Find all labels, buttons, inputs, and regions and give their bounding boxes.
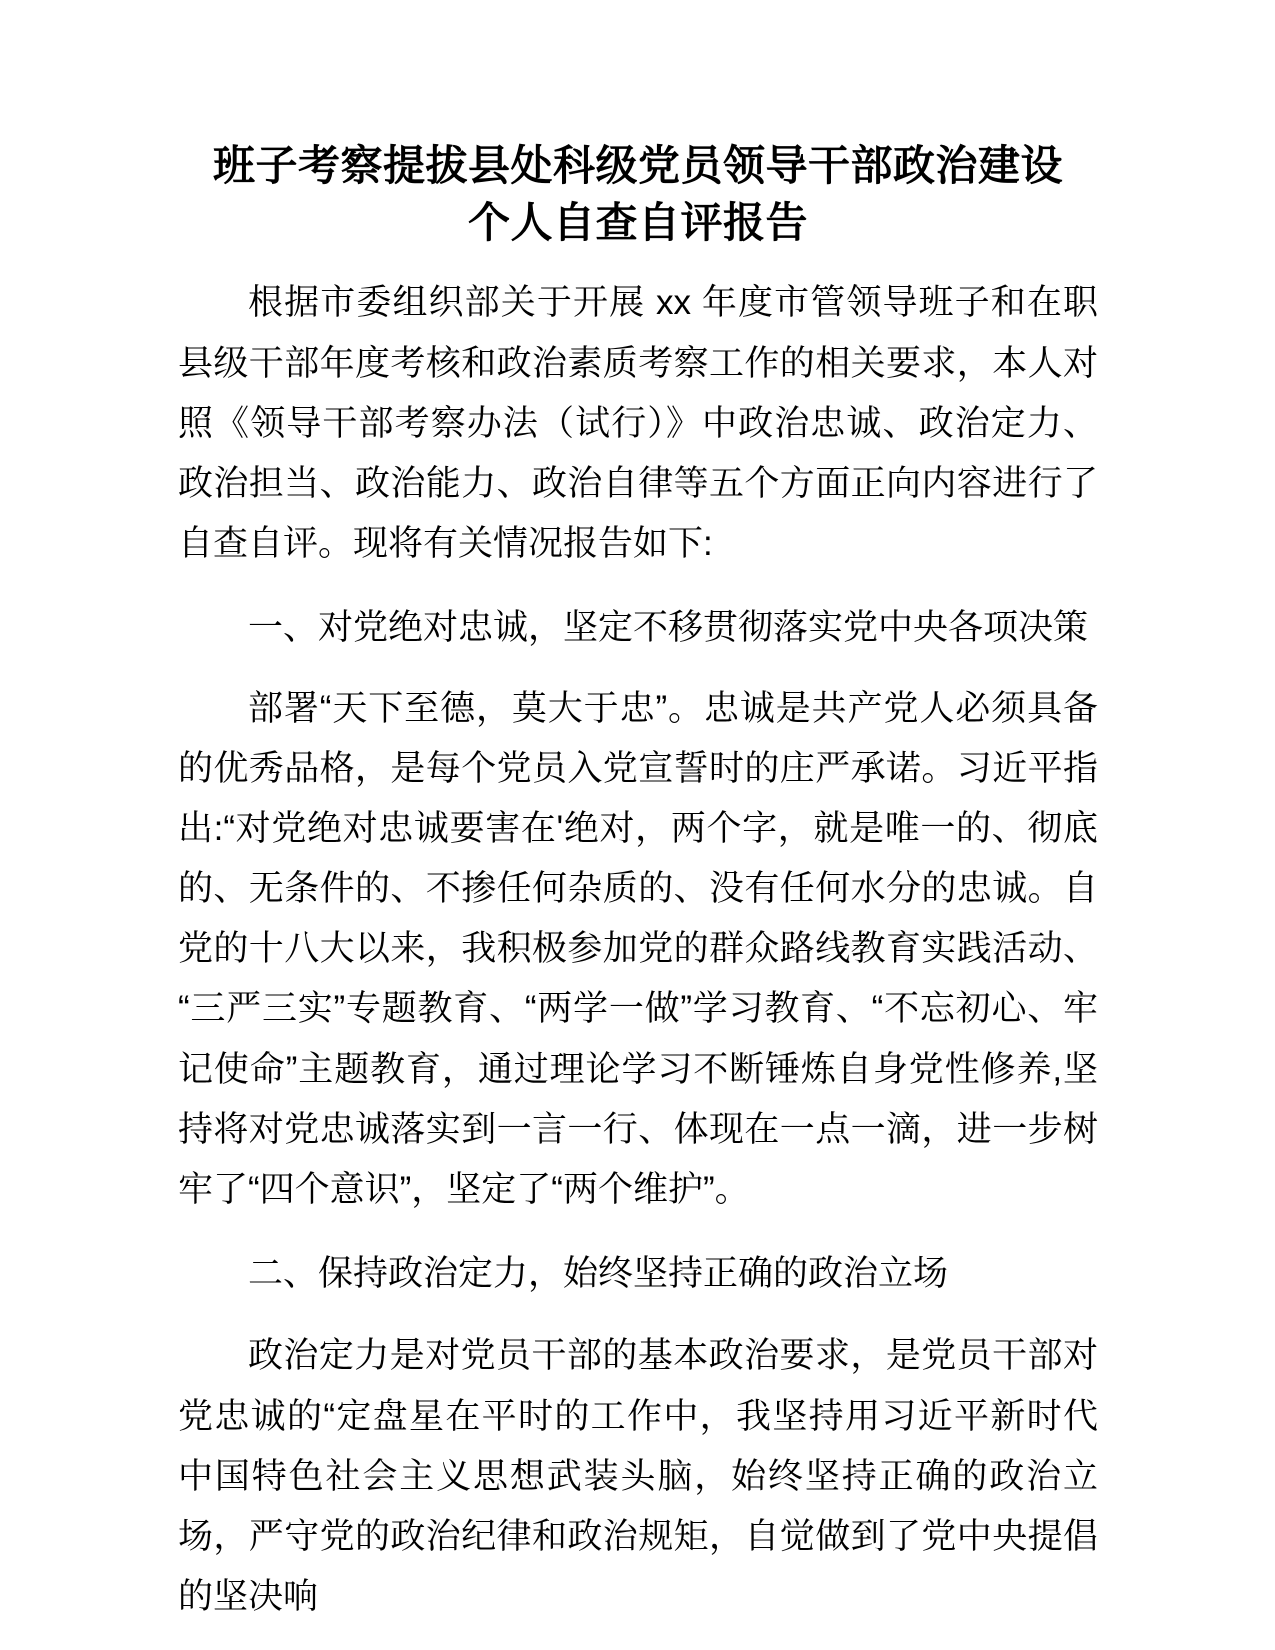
intro-paragraph: 根据市委组织部关于开展 xx 年度市管领导班子和在职县级干部年度考核和政治素质考察工作的相关要求，本人对照《领导干部考察办法（试行）》中政治忠诚、政治定力、政治担当、政治能力、政治自律等五个方面正向内容进行了自查自评。现将有关情况报告如下: — [178, 283, 1098, 564]
page-title — [178, 0, 1098, 251]
section-heading-two: 二、保持政治定力，始终坚持正确的政治立场 — [248, 1254, 949, 1294]
section-one-body: 部署“天下至德，莫大于忠”。忠诚是共产党人必须具备的优秀品格，是每个党员入党宣誓时的庄严承诺。习近平指出:“对党绝对忠诚要害在'绝对，两个字，就是唯一的、彻底的、无条件的、不掺任何杂质的、没有任何水分的忠诚。自党的十八大以来，我积极参加党的群众路线教育实践活动、“三严三实”专题教育、“两学一做”学习教育、“不忘初心、牢记使命”主题教育，通过理论学习不断锤炼自身党性修养,坚持将对党忠诚落实到一言一行、体现在一点一滴，进一步树牢了“四个意识”，坚定了“两个维护”。 — [178, 688, 1098, 1209]
page-title-line-2: 个人自查自评报告 — [467, 198, 808, 246]
document-content-column — [178, 0, 1098, 1627]
section-heading-one: 一、对党绝对忠诚，坚定不移贯彻落实党中央各项决策 — [248, 608, 1089, 648]
page-title-line-1: 班子考察提拔县处科级党员领导干部政治建设 — [212, 142, 1063, 189]
section-two-body: 政治定力是对党员干部的基本政治要求，是党员干部对党忠诚的“定盘星在平时的工作中，我坚持用习近平新时代中国特色社会主义思想武装头脑，始终坚持正确的政治立场，严守党的政治纪律和政治规矩，自觉做到了党中央提倡的坚决响 — [178, 1336, 1098, 1617]
